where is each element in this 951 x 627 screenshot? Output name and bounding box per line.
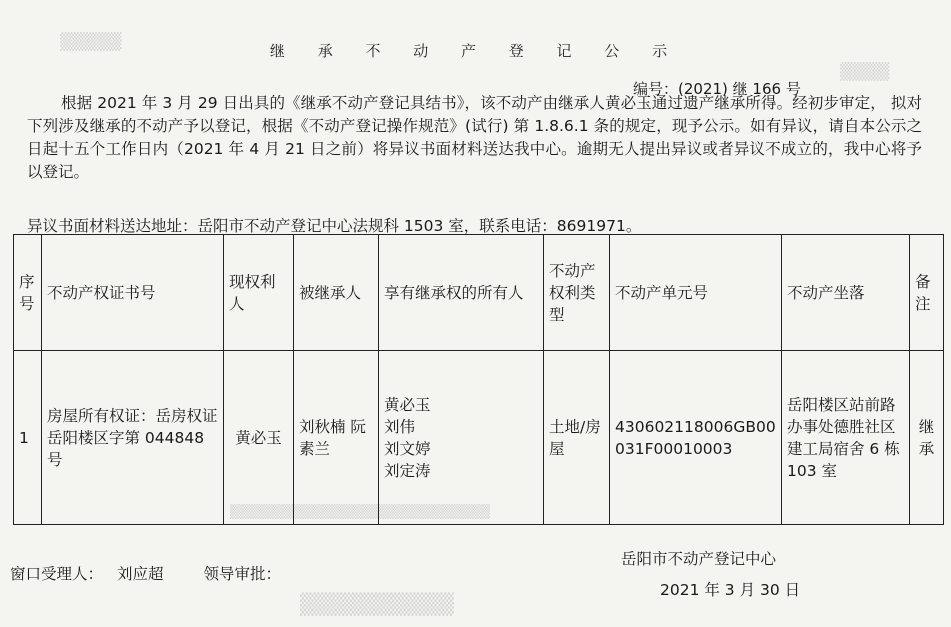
property-table — [13, 234, 944, 525]
leader-approval-label: 领导审批： — [203, 565, 282, 583]
heir-name: 刘文婷 — [384, 439, 431, 458]
notice-body: 根据 2021 年 3 月 29 日出具的《继承不动产登记具结书》，该不动产由继承人黄必玉通过遗产继承所得。经初步审定， 拟对下列涉及继承的不动产予以登记，根据《不动产登记操作规范》(试行) 第 1.8.6.1 条的规定，现予公示。如有异议，请自本公示之日起十五个工作日内（2021 年 4 月 21 日之前）将异议书面材料送达我中心。逾期无人提出异议或者异议不成立的，我中心将予以登记。 — [27, 94, 922, 181]
footer-signatures — [10, 562, 295, 584]
heir-name: 黄必玉 — [384, 395, 431, 414]
notice-title: 继 承 不 动 产 登 记 公 示 — [269, 42, 682, 60]
header-seq: 序号 — [14, 235, 42, 351]
heir-name: 刘伟 — [384, 417, 416, 436]
cell-unit-no: 430602118006GB00031F00010003 — [610, 351, 782, 525]
issue-date: 2021 年 3 月 30 日 — [660, 581, 801, 599]
cell-remark: 继承 — [910, 351, 944, 525]
objection-address: 异议书面材料送达地址：岳阳市不动产登记中心法规科 1503 室，联系电话：8691971。 — [27, 217, 642, 235]
cell-heirs — [379, 351, 544, 525]
header-remark: 备注 — [910, 235, 944, 351]
bleed-through-mark: ▒▒▒▒ — [840, 62, 890, 81]
bleed-through-mark: ▒▒▒▒▒▒▒▒▒▒ — [300, 592, 454, 616]
table-header-row — [14, 235, 944, 351]
cell-current-owner: 黄必玉 — [224, 351, 294, 525]
document-number: 编号：(2021) 继 166 号 — [633, 80, 801, 98]
cell-cert: 房屋所有权证：岳房权证岳阳楼区字第 044848 号 — [42, 351, 224, 525]
header-location: 不动产坐落 — [782, 235, 910, 351]
heir-name: 刘定涛 — [384, 461, 431, 480]
header-right-type: 不动产权利类型 — [544, 235, 610, 351]
cell-location: 岳阳楼区站前路办事处德胜社区建工局宿舍 6 栋 103 室 — [782, 351, 910, 525]
header-unit-no: 不动产单元号 — [610, 235, 782, 351]
header-heirs: 享有继承权的所有人 — [379, 235, 544, 351]
window-clerk-name: 刘应超 — [117, 565, 164, 583]
header-current-owner: 现权利人 — [224, 235, 294, 351]
header-deceased: 被继承人 — [294, 235, 379, 351]
cell-seq: 1 — [14, 351, 42, 525]
table-row — [14, 351, 944, 525]
window-clerk-label: 窗口受理人： — [10, 565, 104, 583]
bleed-through-mark: ▒▒▒▒▒▒▒▒▒▒▒▒▒▒▒▒▒▒▒▒▒▒▒▒▒▒ — [230, 505, 490, 520]
header-cert: 不动产权证书号 — [42, 235, 224, 351]
issuing-organization: 岳阳市不动产登记中心 — [621, 550, 777, 568]
cell-deceased: 刘秋楠 阮素兰 — [294, 351, 379, 525]
cell-right-type: 土地/房屋 — [544, 351, 610, 525]
bleed-through-mark: ▒▒▒▒▒ — [60, 32, 122, 51]
